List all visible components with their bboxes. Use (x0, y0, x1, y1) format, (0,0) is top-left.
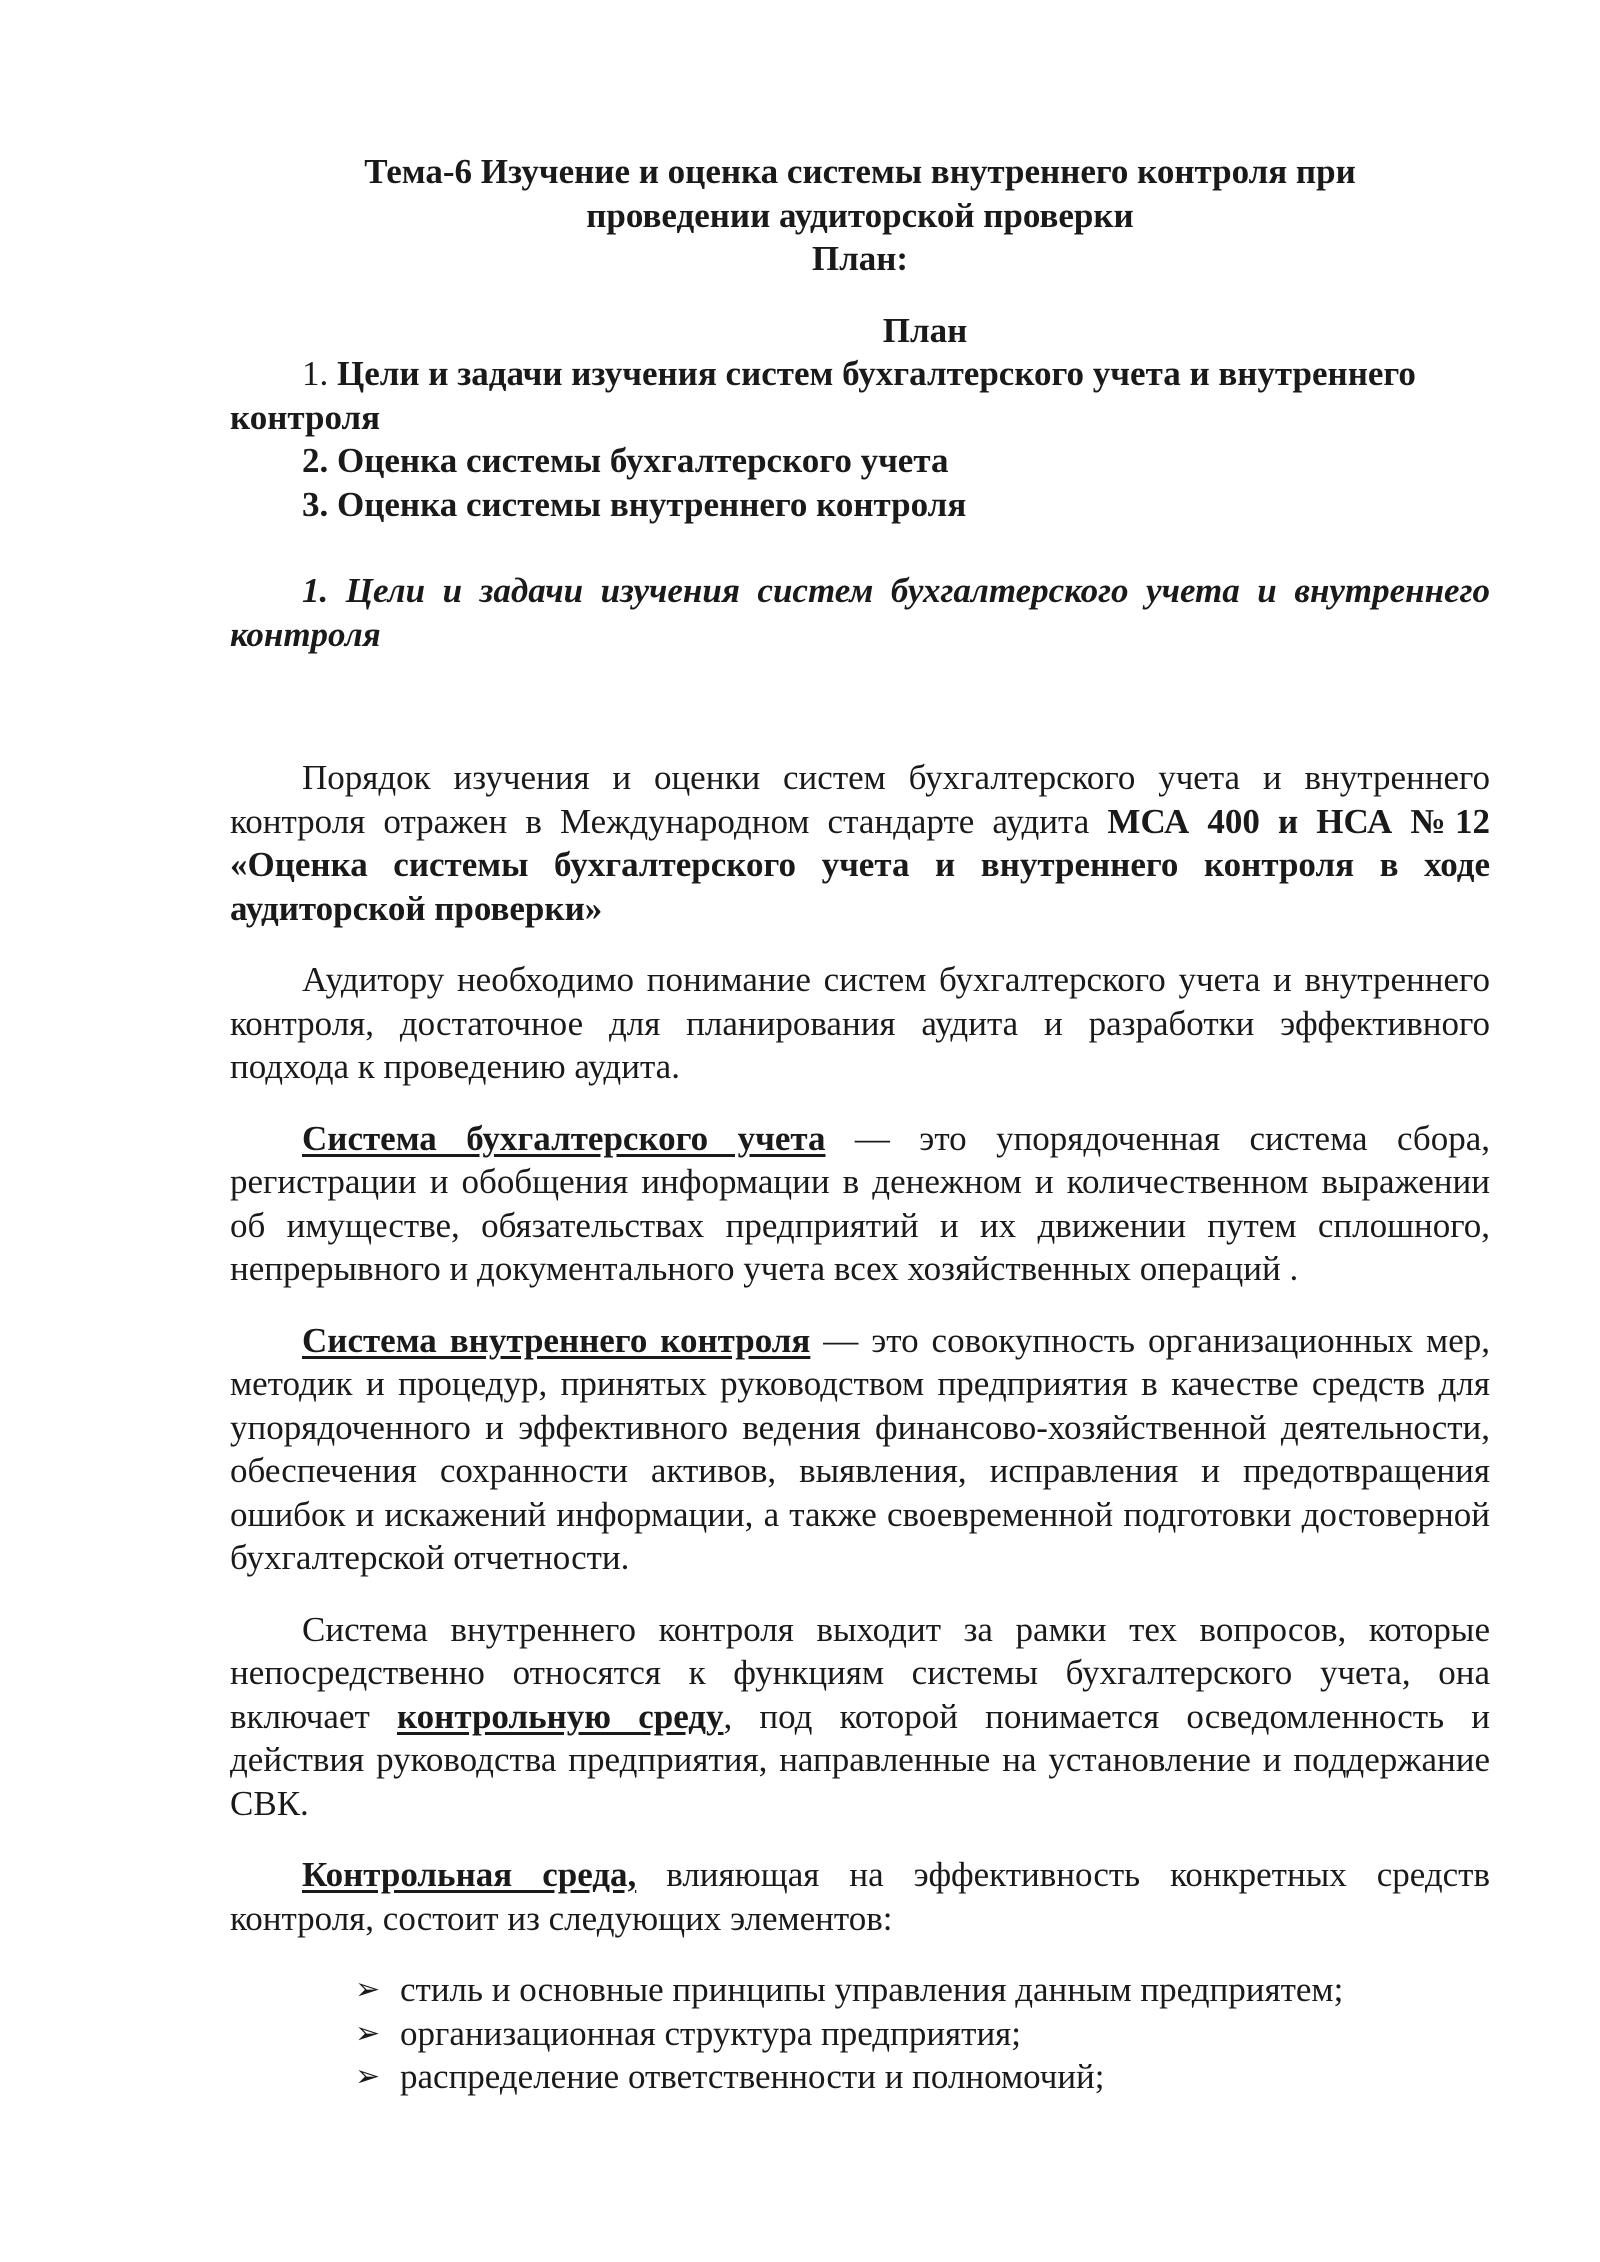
document-page (230, 150, 1490, 2099)
list-item (355, 1968, 1490, 2012)
plan-item-text: Оценка системы внутреннего контроля (337, 484, 967, 524)
list-item-text: распределение ответственности и полномочий; (400, 2057, 1105, 2096)
list-item-text: стиль и основные принципы управления данным предприятем; (400, 1970, 1344, 2009)
paragraph-internal-control (230, 1319, 1490, 1580)
plan-heading: План (882, 310, 968, 350)
paragraph-auditor: Аудитору необходимо понимание систем бухгалтерского учета и внутреннего контроля, достаточное для планирования аудита и разработки эффективного подхода к проведению аудита. (230, 960, 1490, 1086)
plan-item-3 (230, 483, 1490, 527)
paragraph-control-scope (230, 1608, 1490, 1826)
paragraph-text: , под которой понимается осведомленность и действия руководства предприятия, направленные на установление и поддержание СВК. (230, 1696, 1490, 1823)
list-item-text: организационная структура предприятия; (400, 2013, 1021, 2053)
definition-text: — это упорядоченная система сбора, регистрации и обобщения информации в денежном и количественном выражении об имуществе, обязательствах предприятий и их движении путем сплошного, непрерывного и документального учета всех хозяйственных операций . (230, 1118, 1490, 1288)
section-heading: 1. Цели и задачи изучения систем бухгалтерского учета и внутреннего контроля (230, 571, 1490, 654)
plan-item-text: Цели и задачи изучения систем бухгалтерского учета и внутреннего контроля (230, 354, 1416, 437)
title-line-2: проведении аудиторской проверки (586, 195, 1134, 235)
title-line-1: Тема-6 Изучение и оценка системы внутреннего контроля при (364, 152, 1356, 191)
term-internal-control: Система внутреннего контроля (302, 1320, 811, 1360)
paragraph-standard (230, 756, 1490, 930)
arrowhead-bullet-icon: ➢ (355, 1973, 381, 2006)
list-item (355, 2012, 1490, 2056)
plan-item-number: 2. (302, 441, 329, 480)
term-accounting-system: Система бухгалтерского учета (302, 1118, 826, 1158)
standard-reference: МСА 400 и НСА №12 «Оценка системы бухгалтерского учета и внутреннего контроля в ходе аудиторской проверки» (230, 801, 1491, 928)
plan-item-number: 3. (302, 484, 329, 524)
list-item (355, 2055, 1490, 2099)
arrowhead-bullet-icon: ➢ (355, 2016, 381, 2050)
paragraph-text: Система внутреннего контроля выходит за рамки тех вопросов, которые непосредственно относятся к функциям системы бухгалтерского учета, она включает (230, 1609, 1490, 1736)
document-title (230, 150, 1490, 281)
plan-item-text: Оценка системы бухгалтерского учета (337, 441, 949, 480)
elements-list (230, 1968, 1490, 2099)
paragraph-text: Порядок изучения и оценки систем бухгалтерского учета и внутреннего контроля отражен в Международном стандарте аудита (230, 758, 1490, 841)
paragraph-accounting-system (230, 1117, 1490, 1291)
term-control-environment-heading: Контрольная среда, (302, 1855, 637, 1894)
plan-item-2 (230, 439, 1490, 483)
definition-text: влияющая на эффективность конкретных средств контроля, состоит из следующих элементов: (230, 1855, 1490, 1938)
term-control-environment: контрольную среду (396, 1696, 724, 1736)
title-line-3: План: (811, 239, 909, 278)
definition-text: — это совокупность организационных мер, методик и процедур, принятых руководством предприятия в качестве средств для упорядоченного и эффективного ведения финансово-хозяйственной деятельности, обеспечения сохранности активов, выявления, исправления и предотвращения ошибок и искажений информации, а также своевременной подготовки достоверной бухгалтерской отчетности. (230, 1320, 1490, 1577)
arrowhead-bullet-icon: ➢ (355, 2060, 381, 2093)
plan-item-1 (230, 352, 1490, 439)
plan-item-number: 1. (302, 354, 329, 393)
paragraph-control-environment (230, 1853, 1490, 1940)
